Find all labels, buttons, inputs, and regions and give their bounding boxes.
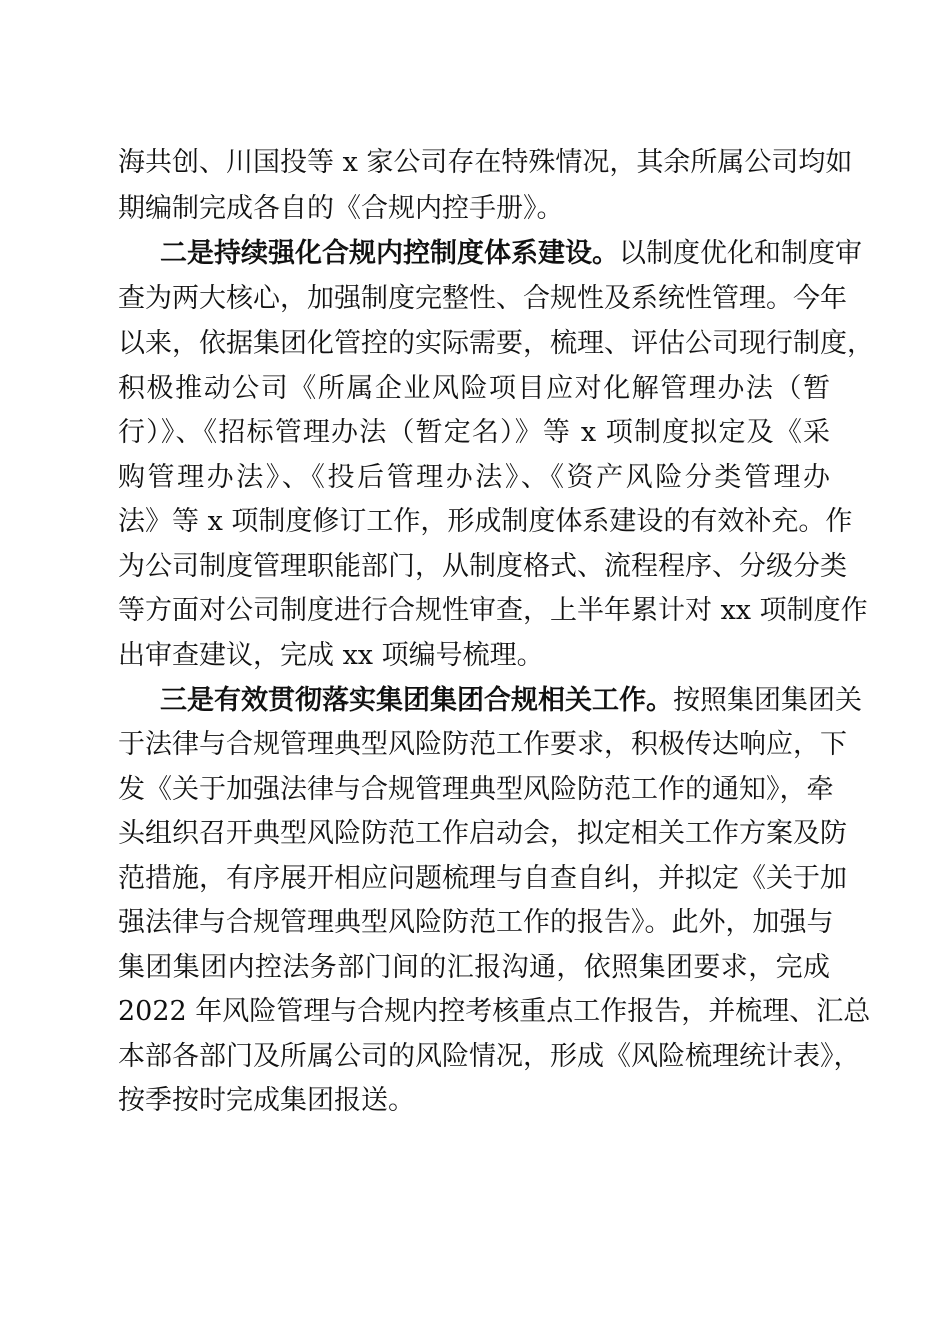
paragraph-heading: 三是有效贯彻落实集团集团合规相关工作。 <box>160 685 673 716</box>
text-line: 期编制完成各自的《合规内控手册》。 <box>118 193 564 224</box>
text-line: 为公司制度管理职能部门，从制度格式、流程程序、分级分类 <box>118 551 847 582</box>
text-line: 海共创、川国投等 x 家公司存在特殊情况，其余所属公司均如 <box>118 147 853 178</box>
text-line: 2022 年风险管理与合规内控考核重点工作报告，并梳理、汇总 <box>118 996 871 1027</box>
text-line: 出审查建议，完成 xx 项编号梳理。 <box>118 640 544 671</box>
text-line <box>160 237 862 271</box>
text-line: 以来，依据集团化管控的实际需要，梳理、评估公司现行制度， <box>118 328 874 359</box>
text-line: 集团集团内控法务部门间的汇报沟通，依照集团要求，完成 <box>118 952 830 983</box>
text-span: 按照集团集团关 <box>673 685 862 716</box>
text-line: 发《关于加强法律与合规管理典型风险防范工作的通知》，牵 <box>118 774 834 805</box>
text-line: 积极推动公司《所属企业风险项目应对化解管理办法（暂 <box>118 373 830 404</box>
text-line: 法》等 x 项制度修订工作，形成制度体系建设的有效补充。作 <box>118 506 853 537</box>
text-line: 行）》、《招标管理办法（暂定名）》等 x 项制度拟定及《采 <box>118 417 830 448</box>
text-line: 范措施，有序展开相应问题梳理与自查自纠，并拟定《关于加 <box>118 863 847 894</box>
text-line: 本部各部门及所属公司的风险情况，形成《风险梳理统计表》， <box>118 1041 861 1072</box>
text-line: 按季按时完成集团报送。 <box>118 1085 415 1116</box>
text-line: 头组织召开典型风险防范工作启动会，拟定相关工作方案及防 <box>118 818 847 849</box>
text-line: 于法律与合规管理典型风险防范工作要求，积极传达响应，下 <box>118 729 847 760</box>
text-span: 以制度优化和制度审 <box>619 238 862 269</box>
paragraph-heading: 二是持续强化合规内控制度体系建设。 <box>160 238 619 269</box>
text-line: 等方面对公司制度进行合规性审查，上半年累计对 xx 项制度作 <box>118 595 868 626</box>
text-line: 查为两大核心，加强制度完整性、合规性及系统性管理。今年 <box>118 283 847 314</box>
text-line <box>160 684 862 718</box>
text-line: 强法律与合规管理典型风险防范工作的报告》。此外，加强与 <box>118 907 834 938</box>
text-line: 购管理办法》、《投后管理办法》、《资产风险分类管理办 <box>118 462 830 493</box>
